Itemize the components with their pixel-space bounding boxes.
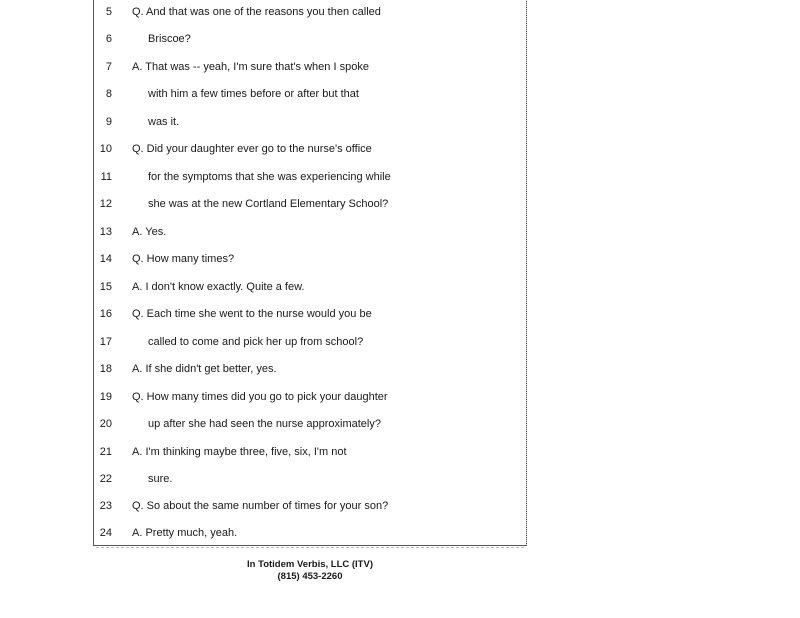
transcript-line xyxy=(0,57,520,77)
transcript-line xyxy=(0,277,520,297)
transcript-line xyxy=(0,469,520,489)
line-text: A. I'm thinking maybe three, five, six, I'm not xyxy=(132,446,347,458)
line-text: up after she had seen the nurse approximately? xyxy=(148,418,381,430)
line-number: 14 xyxy=(99,253,112,265)
line-text: Q. Each time she went to the nurse would you be xyxy=(132,308,372,320)
line-text: Q. How many times did you go to pick your daughter xyxy=(132,391,388,403)
line-number: 8 xyxy=(105,88,112,100)
transcript-line xyxy=(0,2,520,22)
transcript-line xyxy=(0,194,520,214)
line-text: A. Yes. xyxy=(132,226,167,238)
line-text: A. I don't know exactly. Quite a few. xyxy=(132,281,305,293)
transcript-line xyxy=(0,84,520,104)
transcript-line xyxy=(0,442,520,462)
line-number: 11 xyxy=(100,171,112,183)
transcript-line xyxy=(0,387,520,407)
line-text: Q. So about the same number of times for your son? xyxy=(132,500,389,512)
line-number: 6 xyxy=(105,33,112,45)
line-number: 12 xyxy=(99,198,112,210)
transcript-line xyxy=(0,249,520,269)
line-number: 13 xyxy=(99,226,112,238)
line-number: 21 xyxy=(99,446,112,458)
line-number: 9 xyxy=(105,116,112,128)
line-text: A. Pretty much, yeah. xyxy=(132,527,238,539)
line-text: Q. And that was one of the reasons you then called xyxy=(132,6,381,18)
transcript-line xyxy=(0,167,520,187)
line-number: 5 xyxy=(105,6,112,18)
footer-phone: (815) 453-2260 xyxy=(277,571,343,582)
line-number: 24 xyxy=(99,527,112,539)
line-number: 23 xyxy=(99,500,112,512)
line-number: 15 xyxy=(99,281,112,293)
transcript-line xyxy=(0,304,520,324)
line-number: 16 xyxy=(99,308,112,320)
line-number: 18 xyxy=(99,363,112,375)
line-number: 7 xyxy=(105,61,112,73)
line-text: A. If she didn't get better, yes. xyxy=(132,363,277,375)
transcript-line xyxy=(0,332,520,352)
transcript-line xyxy=(0,359,520,379)
line-number: 22 xyxy=(99,473,112,485)
line-number: 19 xyxy=(99,391,112,403)
line-text: Q. Did your daughter ever go to the nurse's office xyxy=(132,143,372,155)
line-text: A. That was -- yeah, I'm sure that's when I spoke xyxy=(132,61,369,73)
transcript-line xyxy=(0,523,520,543)
transcript-page-frame xyxy=(93,0,527,546)
line-text: called to come and pick her up from school? xyxy=(148,336,364,348)
transcript-line xyxy=(0,139,520,159)
transcript-line xyxy=(0,222,520,242)
transcript-line xyxy=(0,414,520,434)
footer-company: In Totidem Verbis, LLC (ITV) xyxy=(247,559,373,570)
line-number: 10 xyxy=(99,143,112,155)
scan-noise-divider xyxy=(96,547,524,552)
line-number: 20 xyxy=(99,418,112,430)
line-number: 17 xyxy=(99,336,112,348)
line-text: for the symptoms that she was experiencing while xyxy=(148,171,391,183)
line-text: sure. xyxy=(148,473,173,485)
line-text: she was at the new Cortland Elementary School? xyxy=(148,198,389,210)
line-text: was it. xyxy=(148,116,180,128)
transcript-line xyxy=(0,496,520,516)
line-text: Q. How many times? xyxy=(132,253,235,265)
line-text: Briscoe? xyxy=(148,33,191,45)
transcript-line xyxy=(0,29,520,49)
right-margin-rule xyxy=(526,0,528,545)
transcript-line xyxy=(0,112,520,132)
line-text: with him a few times before or after but that xyxy=(148,88,359,100)
